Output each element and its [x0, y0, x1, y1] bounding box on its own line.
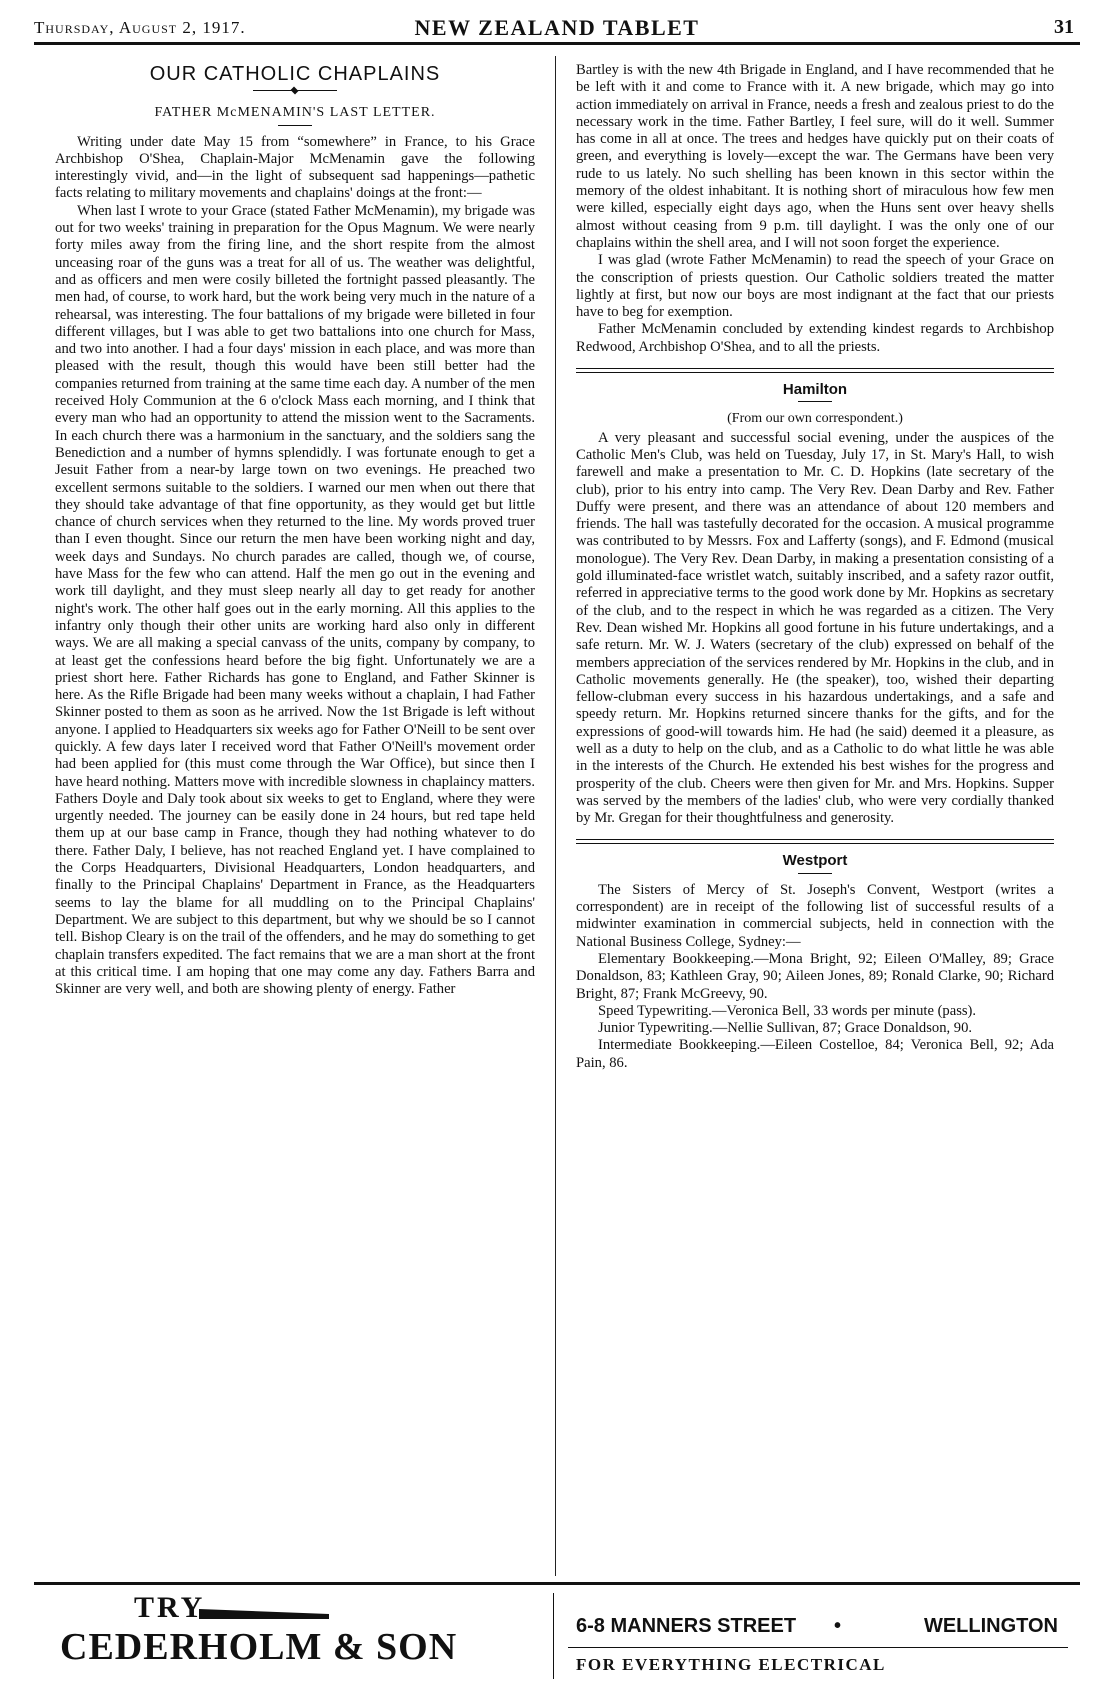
article-subtitle: FATHER McMENAMIN'S LAST LETTER.: [154, 105, 436, 121]
ad-arrow-decoration: [199, 1609, 329, 1619]
article-paragraph: Writing under date May 15 from “somewhere” in France, to his Grace Archbishop O'Shea, Chaplain-Major McMenamin gave the following interestingly vivid, and—in the light of subsequent sad happenings—pathetic facts relating to military movements and chaplains' doings at the front:—: [55, 133, 535, 202]
section-divider: [576, 368, 1054, 373]
right-column: [576, 62, 1054, 1572]
ad-divider: [553, 1593, 554, 1679]
westport-results: Speed Typewriting.—Veronica Bell, 33 words per minute (pass).: [598, 1002, 977, 1019]
article-continuation: Bartley is with the new 4th Brigade in England, and I have recommended that he be left with it and come to France with it. A new brigade, which may go into action immediately on arrival in France, needs a fresh and zealous priest to do the necessary work in the time. Father Bartley, I feel sure, will do it well. Summer has come in all at once. The trees and hedges have quickly put on their coats of green, and everything is lovely—except the war. The Germans have been very rude to us lately. No such shelling has been known in this sector within the memory of the oldest inhabitant. It is nothing short of miraculous how few men were killed, especially eight days ago, when the Huns sent over heavy shells almost without ceasing from 9 p.m. till daylight. I was the only one of our chaplains within the shell area, and I will not soon forget the experience.: [576, 62, 1054, 251]
page-number: 31: [1054, 16, 1074, 38]
hamilton-heading: Hamilton: [782, 381, 848, 399]
ad-slogan: FOR EVERYTHING ELECTRICAL: [576, 1655, 886, 1674]
title-ornament: [253, 89, 337, 92]
section-divider: [576, 839, 1054, 844]
ad-rule: [568, 1647, 1068, 1648]
ad-try: TRY: [134, 1591, 206, 1624]
hamilton-paragraph: A very pleasant and successful social evening, under the auspices of the Catholic Men's Club, was held on Tuesday, July 17, in St. Mary's Hall, to wish farewell and make a presentation to Mr. C. D. Hopkins (late secretary of the club), prior to his entry into camp. The Very Rev. Dean Darby and Rev. Father Duffy were present, and there was an attendance of about 120 members and friends. The hall was tastefully decorated for the occasion. A musical programme was contributed to by Messrs. Fox and Lafferty (songs), and F. Edmond (musical monologue). The Very Rev. Dean Darby, in making a presentation consisting of a gold illuminated-face wristlet watch, suitably inscribed, and a safety razor outfit, referred in appreciative terms to the good work done by Mr. Hopkins as secretary of the club, and to the respect in which he was regarded as a citizen. The Very Rev. Dean wished Mr. Hopkins all good fortune in his future undertakings, and a safe return. Mr. W. J. Waters (secretary of the club) expressed on behalf of the members appreciation of the services rendered by Mr. Hopkins in the club, and in Catholic movements generally. He (the speaker), too, wished their departing fellow-clubman every success in his hazardous undertakings, and a safe and speedy return. Mr. Hopkins returned sincere thanks for the gifts, and for the expressions of good-will towards him. He had (he said) deemed it a pleasure, as well as a duty to help on the club, and as a Catholic to do what little he was able in the interests of the Church. He extended his best wishes for the progress and prosperity of the club. Cheers were then given for Mr. and Mrs. Hopkins. Supper was served by the members of the ladies' club, who were very cordially thanked by Mr. Gregan for their thoughtfulness and generosity.: [576, 429, 1054, 827]
article-paragraph: When last I wrote to your Grace (stated Father McMenamin), my brigade was out for two weeks' training in preparation for the Opus Magnum. We were nearly forty miles away from the firing line, and the short respite from the almost unceasing roar of the guns was a treat for all of us. The weather was delightful, and as officers and men were cosily billeted the fortnight passed pleasantly. The men had, of course, to work hard, but the work being very much in the nature of a rehearsal, was interesting. The four battalions of my brigade were billeted in four different villages, but I was able to get two battalions into one church for Mass, and two into another. I had a four days' mission in each place, and was more than pleased with the result, though this would have been still better had the companies returned from training at the same time each day. A number of the men received Holy Communion at the 6 o'clock Mass each morning, and I think that every man who had an opportunity to attend the mission went to the Sacraments. In each church there was a harmonium in the sanctuary, and the soldiers sang the Benediction and a number of hymns splendidly. I was fortunate enough to get a Jesuit Father from a near-by large town on two evenings. He preached two excellent sermons suitable to the soldiers. I warned our men when out there that they should take advantage of that fine opportunity, as they would get but little chance of church services when they returned to the line. My words proved truer than I even thought. Since our return the men have been working night and day, week days and Sundays. No church parades are called, though we, of course, have Mass for the few who can attend. Half the men go out in the evening and work till daylight, and they must sleep nearly all day to get ready for another night's work. The other half goes out in the early morning. All this applies to the infantry only though their other units are working hard also only in different ways. We are all making a special canvass of the units, company by company, to at least get the confessions heard before the big fight. Unfortunately we are a priest short here. Father Richards has gone to England, and Father Skinner is here. As the Rifle Brigade had been many weeks without a chaplain, I had Father Skinner posted to them as soon as he arrived. Now the 1st Brigade is left without anyone. I applied to Headquarters six weeks ago for Father O'Neill to be sent over quickly. A few days later I received word that Father O'Neill's movement order had been applied for (this must come through the War Office), but since then I have heard nothing. Matters move with incredible slowness in chaplaincy matters. Fathers Doyle and Daly took about six weeks to get to England, where they were urgently needed. The journey can be easily done in 24 hours, but red tape held them up at our base camp in France, though they had nothing whatever to do there. Father Daly, I believe, has not reached England yet. I have complained to the Corps Headquarters, Divisional Headquarters, London headquarters, and finally to the Principal Chaplains' Department in France, as the Headquarters seems to lay the blame for all muddling on to the Principal Chaplains' Department. We are subject to this department, but why we should be so I cannot tell. Bishop Cleary is on the trail of the offenders, and he may do something to get chaplain transfers expedited. The fact remains that we are a man short at the front at this critical time. I am hoping that one may come any day. Fathers Barra and Skinner are very well, and both are showing plenty of energy. Father: [55, 202, 535, 998]
issue-date: Thursday, August 2, 1917.: [34, 18, 246, 37]
column-divider: [555, 56, 556, 1576]
westport-results: Elementary Bookkeeping.—Mona Bright, 92; Eileen O'Malley, 89; Grace Donaldson, 83; Kathleen Gray, 90; Aileen Jones, 89; Ronald Clarke, 90; Richard Bright, 87; Frank McGreevy, 90.: [576, 950, 1054, 1002]
subtitle-rule: [278, 125, 312, 126]
left-column: [55, 62, 535, 1572]
westport-results: Junior Typewriting.—Nellie Sullivan, 87; Grace Donaldson, 90.: [598, 1020, 973, 1037]
article-title: OUR CATHOLIC CHAPLAINS: [149, 63, 441, 85]
heading-rule: [798, 401, 832, 402]
ad-city: WELLINGTON: [923, 1615, 1058, 1637]
westport-heading: Westport: [782, 852, 848, 870]
correspondent-line: (From our own correspondent.): [727, 411, 903, 427]
article-paragraph: I was glad (wrote Father McMenamin) to read the speech of your Grace on the conscription of priests question. Our Catholic soldiers treated the matter lightly at first, but now our boys are most indignant at the fact that our priests have to beg for exemption.: [576, 252, 1054, 321]
masthead: NEW ZEALAND TABLET: [414, 15, 700, 40]
westport-results: Intermediate Bookkeeping.—Eileen Costelloe, 84; Veronica Bell, 92; Ada Pain, 86.: [576, 1037, 1054, 1071]
ad-street: 6-8 MANNERS STREET: [576, 1615, 797, 1637]
heading-rule: [798, 873, 832, 874]
advertisement: [34, 1582, 1080, 1685]
westport-paragraph: The Sisters of Mercy of St. Joseph's Convent, Westport (writes a correspondent) are in receipt of the following list of successful results of a midwinter examination in commercial subjects, held in connection with the National Business College, Sydney:—: [576, 881, 1054, 950]
page-header: [34, 12, 1080, 45]
article-paragraph: Father McMenamin concluded by extending kindest regards to Archbishop Redwood, Archbishop O'Shea, and to all the priests.: [576, 321, 1054, 355]
ad-separator: •: [834, 1615, 842, 1637]
ad-firm-name: CEDERHOLM & SON: [60, 1626, 458, 1668]
